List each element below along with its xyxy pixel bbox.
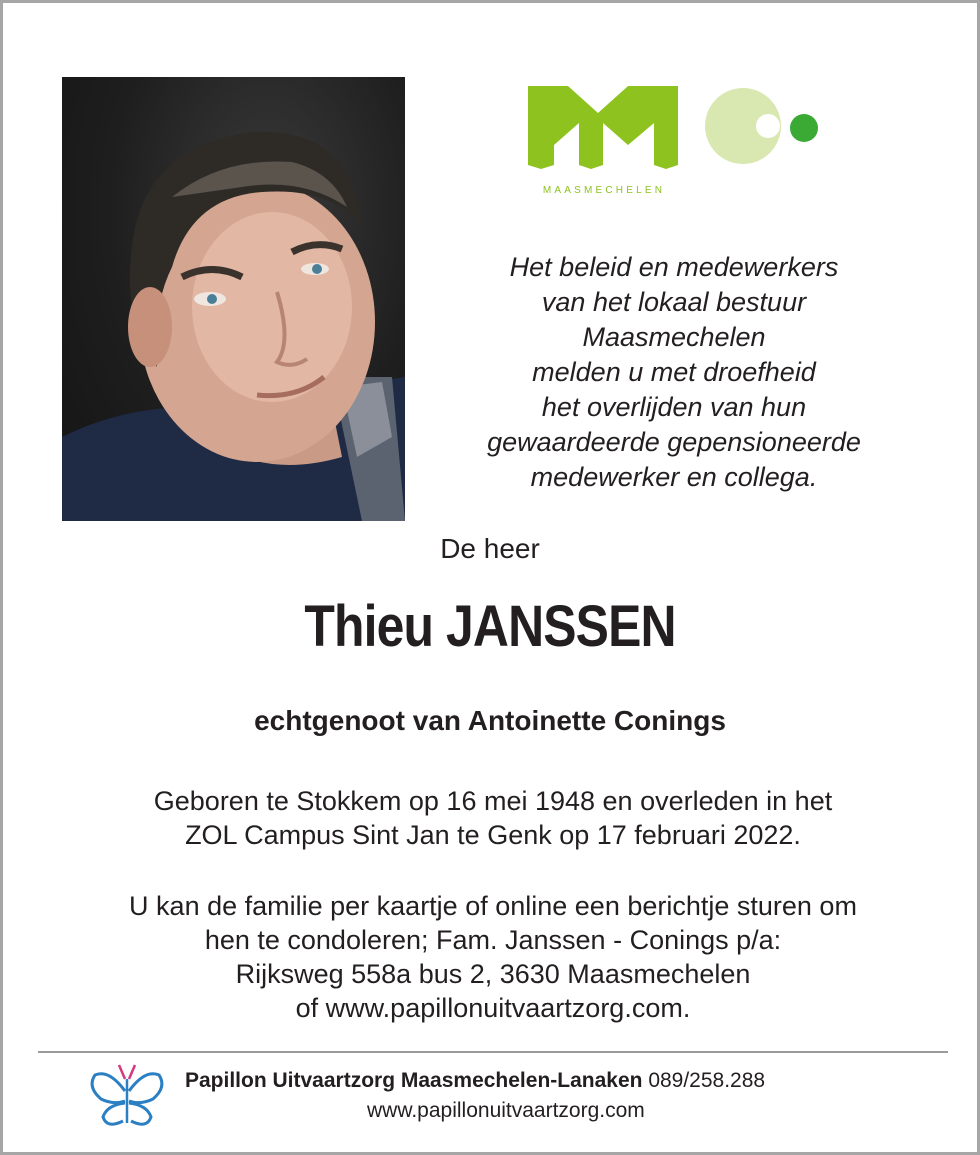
birth-line: ZOL Campus Sint Jan te Genk op 17 februari 2022. [185, 820, 801, 850]
intro-line: melden u met droefheid [532, 357, 816, 387]
footer-company: Papillon Uitvaartzorg Maasmechelen-Lanaken [185, 1069, 643, 1092]
spouse-line: echtgenoot van Antoinette Conings [254, 705, 726, 736]
intro-line: Het beleid en medewerkers [509, 252, 839, 282]
butterfly-icon [89, 1061, 169, 1133]
footer-divider [38, 1051, 948, 1053]
footer-company-line [185, 1069, 905, 1093]
footer-phone: 089/258.288 [648, 1069, 766, 1092]
footer-website[interactable]: www.papillonuitvaartzorg.com [367, 1099, 645, 1122]
salutation: De heer [440, 533, 540, 564]
birth-death-text [3, 784, 980, 852]
logo-caption: MAASMECHELEN [542, 185, 666, 196]
contact-line: hen te condoleren; Fam. Janssen - Conings p/a: [204, 925, 782, 955]
intro-line: Maasmechelen [582, 322, 766, 352]
intro-text [435, 250, 913, 495]
contact-line: U kan de familie per kaartje of online een berichtje sturen om [129, 891, 857, 921]
portrait-photo [62, 77, 405, 521]
portrait-icon [62, 77, 405, 521]
contact-line: Rijksweg 558a bus 2, 3630 Maasmechelen [235, 959, 751, 989]
intro-line: gewaardeerde gepensioneerde [487, 427, 861, 457]
birth-line: Geboren te Stokkem op 16 mei 1948 en overleden in het [153, 786, 833, 816]
intro-line: medewerker en collega. [530, 462, 818, 492]
contact-line: of www.papillonuitvaartzorg.com. [295, 993, 691, 1023]
deceased-name: Thieu JANSSEN [304, 594, 676, 659]
contact-text [3, 889, 980, 1025]
intro-line: van het lokaal bestuur [541, 287, 807, 317]
intro-line: het overlijden van hun [541, 392, 807, 422]
maasmechelen-logo-icon [528, 83, 828, 183]
